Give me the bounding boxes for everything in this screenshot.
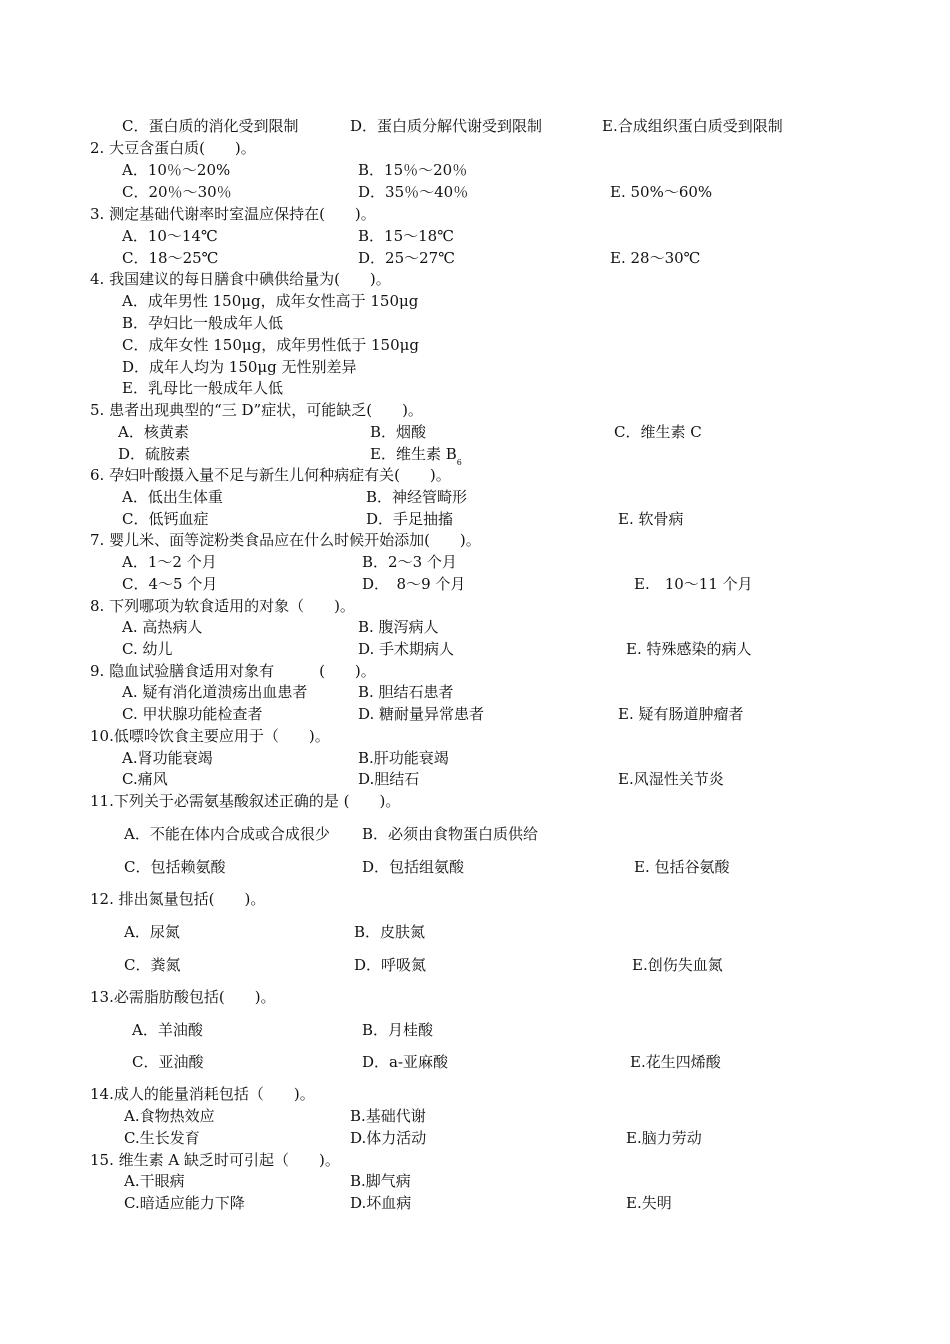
answer-option xyxy=(626,639,752,659)
answer-option-text: A.肾功能衰竭 xyxy=(122,749,213,767)
answer-option-text: D．25～27℃ xyxy=(358,249,455,267)
answer-option xyxy=(122,313,283,333)
answer-option-text: A．10％～20% xyxy=(122,161,231,179)
answer-option xyxy=(122,291,418,311)
answer-option xyxy=(122,552,217,572)
answer-option-text: A．10～14℃ xyxy=(122,227,218,245)
answer-option-text: C．包括赖氨酸 xyxy=(124,858,226,876)
answer-option-text: B．15～18℃ xyxy=(358,227,454,245)
question-stem: 15. 维生素 A 缺乏时可引起（ )。 xyxy=(90,1151,340,1169)
answer-option xyxy=(610,182,712,202)
answer-option-text: D.体力活动 xyxy=(350,1129,427,1147)
answer-option-text: E. 软骨病 xyxy=(618,510,684,528)
answer-option xyxy=(122,617,202,637)
answer-option xyxy=(124,857,225,877)
answer-option xyxy=(350,116,542,136)
answer-option xyxy=(132,1020,203,1040)
subscript: 6 xyxy=(456,458,462,467)
answer-option-text: B．必须由食物蛋白质供给 xyxy=(362,825,539,843)
answer-option-text: E．乳母比一般成年人低 xyxy=(122,379,283,397)
answer-option xyxy=(358,182,468,202)
answer-option-text: A．核黄素 xyxy=(118,423,189,441)
answer-option-text: B．15％～20％ xyxy=(358,161,468,179)
answer-option-text: B. 胆结石患者 xyxy=(358,683,454,701)
answer-option-text: A.干眼病 xyxy=(124,1172,185,1190)
answer-option xyxy=(350,1193,411,1213)
answer-option-text: B.肝功能衰竭 xyxy=(358,749,449,767)
answer-option xyxy=(122,769,168,789)
answer-option-text: C.生长发育 xyxy=(124,1129,200,1147)
answer-option xyxy=(124,1128,200,1148)
answer-option xyxy=(124,1106,215,1126)
answer-option xyxy=(118,422,189,442)
answer-option xyxy=(362,552,457,572)
answer-option xyxy=(602,116,783,136)
answer-option-text: D. 糖耐量异常患者 xyxy=(358,705,485,723)
answer-option xyxy=(632,955,723,975)
answer-option-text: D.坏血病 xyxy=(350,1194,412,1212)
answer-option xyxy=(358,160,467,180)
answer-option-text: A．羊油酸 xyxy=(132,1021,203,1039)
answer-option-text: E.花生四烯酸 xyxy=(630,1053,721,1071)
answer-option xyxy=(362,824,538,844)
question-stem: 10.低嘌呤饮食主要应用于（ )。 xyxy=(90,727,330,745)
answer-option-text: C．维生素 C xyxy=(614,423,702,441)
answer-option xyxy=(358,226,454,246)
answer-option-text: D.胆结石 xyxy=(358,770,420,788)
answer-option xyxy=(610,248,700,268)
question-stem: 7. 婴儿米、面等淀粉类食品应在什么时候开始添加( )。 xyxy=(90,531,481,549)
answer-option-text: C．蛋白质的消化受到限制 xyxy=(122,117,299,135)
answer-option xyxy=(124,1193,245,1213)
answer-option xyxy=(124,955,180,975)
answer-option xyxy=(124,922,180,942)
answer-option-text: B．月桂酸 xyxy=(362,1021,434,1039)
answer-option-text: D．呼吸氮 xyxy=(354,956,427,974)
answer-option xyxy=(122,639,172,659)
answer-option xyxy=(618,509,684,529)
answer-option-text: D. 手术期病人 xyxy=(358,640,455,658)
answer-option-text: A．尿氮 xyxy=(124,923,180,941)
answer-option xyxy=(362,1052,448,1072)
question-stem: 12. 排出氮量包括( )。 xyxy=(90,890,266,908)
answer-option-text: B.基础代谢 xyxy=(350,1107,426,1125)
question-stem: 11.下列关于必需氨基酸叙述正确的是 ( )。 xyxy=(90,792,401,810)
answer-option-text: B.脚气病 xyxy=(350,1172,411,1190)
answer-option xyxy=(122,487,223,507)
answer-option xyxy=(362,574,465,594)
answer-option-text: D．蛋白质分解代谢受到限制 xyxy=(350,117,543,135)
answer-option xyxy=(634,857,730,877)
question-stem: 14.成人的能量消耗包括（ )。 xyxy=(90,1085,315,1103)
answer-option xyxy=(630,1052,721,1072)
answer-option-text: C．20％～30％ xyxy=(122,183,232,201)
answer-option xyxy=(122,248,218,268)
answer-option-text: E.失明 xyxy=(626,1194,672,1212)
answer-option xyxy=(350,1171,411,1191)
answer-option-text: D．手足抽搐 xyxy=(366,510,454,528)
answer-option xyxy=(350,1106,426,1126)
answer-option xyxy=(370,422,426,442)
question-stem: 3. 测定基础代谢率时室温应保持在( )。 xyxy=(90,205,376,223)
answer-option-text: C．成年女性 150μg，成年男性低于 150μg xyxy=(122,336,419,354)
answer-option-text: C.痛风 xyxy=(122,770,168,788)
answer-option xyxy=(118,444,190,464)
answer-option xyxy=(362,857,464,877)
answer-option xyxy=(358,639,454,659)
answer-option-text: B．孕妇比一般成年人低 xyxy=(122,314,284,332)
answer-option xyxy=(122,509,208,529)
answer-option-text: E．维生素 B xyxy=(370,445,457,463)
question-stem: 8. 下列哪项为软食适用的对象（ )。 xyxy=(90,597,355,615)
answer-option-text: E. 28～30℃ xyxy=(610,249,701,267)
answer-option xyxy=(122,226,218,246)
answer-option-text: A. 疑有消化道溃疡出血患者 xyxy=(122,683,308,701)
answer-option-text: C. 甲状腺功能检查者 xyxy=(122,705,263,723)
answer-option xyxy=(124,1171,185,1191)
answer-option xyxy=(122,704,262,724)
answer-option xyxy=(614,422,702,442)
answer-option xyxy=(122,160,230,180)
answer-option xyxy=(366,509,453,529)
answer-option-text: D．硫胺素 xyxy=(118,445,191,463)
answer-option xyxy=(362,1020,433,1040)
answer-option xyxy=(122,116,298,136)
question-stem: 2. 大豆含蛋白质( )。 xyxy=(90,139,256,157)
question-stem: 6. 孕妇叶酸摄入量不足与新生儿何种病症有关( )。 xyxy=(90,466,451,484)
answer-option-text: B．神经管畸形 xyxy=(366,488,468,506)
answer-option xyxy=(366,487,467,507)
answer-option-text: B．皮肤氮 xyxy=(354,923,426,941)
answer-option xyxy=(122,182,232,202)
answer-option-text: D．35％～40％ xyxy=(358,183,469,201)
answer-option xyxy=(122,574,217,594)
answer-option-text: D．a-亚麻酸 xyxy=(362,1053,449,1071)
answer-option xyxy=(358,617,439,637)
answer-option xyxy=(358,682,454,702)
answer-option-text: C．低钙血症 xyxy=(122,510,209,528)
answer-option xyxy=(354,955,426,975)
answer-option-text: D．成年人均为 150μg 无性别差异 xyxy=(122,358,357,376)
answer-option-text: B．2～3 个月 xyxy=(362,553,457,571)
answer-option xyxy=(354,922,425,942)
answer-option-text: E.合成组织蛋白质受到限制 xyxy=(602,117,783,135)
answer-option-text: A．成年男性 150μg，成年女性高于 150μg xyxy=(122,292,419,310)
answer-option xyxy=(122,682,307,702)
answer-option xyxy=(350,1128,426,1148)
answer-option-text: D．包括组氨酸 xyxy=(362,858,465,876)
answer-option-text: A．不能在体内合成或合成很少 xyxy=(124,825,330,843)
answer-option-text: B. 腹泻病人 xyxy=(358,618,439,636)
answer-option xyxy=(358,704,484,724)
answer-option-text: D． 8～9 个月 xyxy=(362,575,466,593)
answer-option-text: C. 幼儿 xyxy=(122,640,173,658)
answer-option-text: C．18～25℃ xyxy=(122,249,219,267)
answer-option-text: A. 高热病人 xyxy=(122,618,203,636)
answer-option xyxy=(618,769,724,789)
answer-option-text: A．1～2 个月 xyxy=(122,553,217,571)
answer-option xyxy=(358,769,419,789)
answer-option xyxy=(122,357,357,377)
answer-option-text: C.暗适应能力下降 xyxy=(124,1194,245,1212)
answer-option xyxy=(626,1128,702,1148)
answer-option-text: C．粪氮 xyxy=(124,956,181,974)
question-stem: 9. 隐血试验膳食适用对象有 ( )。 xyxy=(90,662,376,680)
answer-option xyxy=(358,248,455,268)
answer-option xyxy=(122,335,419,355)
answer-option-text: E. 包括谷氨酸 xyxy=(634,858,730,876)
answer-option-text: E.创伤失血氮 xyxy=(632,956,723,974)
answer-option-text: C．4～5 个月 xyxy=(122,575,218,593)
answer-option xyxy=(626,1193,672,1213)
answer-option xyxy=(124,824,330,844)
answer-option-text: A.食物热效应 xyxy=(124,1107,215,1125)
answer-option xyxy=(618,704,744,724)
answer-option-text: E. 50%～60% xyxy=(610,183,713,201)
answer-option-text: E. 特殊感染的病人 xyxy=(626,640,752,658)
answer-option xyxy=(122,378,283,398)
answer-option xyxy=(122,748,213,768)
answer-option-text: E. 10～11 个月 xyxy=(634,575,753,593)
answer-option-text: C．亚油酸 xyxy=(132,1053,204,1071)
answer-option xyxy=(358,748,449,768)
answer-option xyxy=(634,574,753,594)
answer-option-text: B．烟酸 xyxy=(370,423,427,441)
question-stem: 4. 我国建议的每日膳食中碘供给量为( )。 xyxy=(90,270,391,288)
question-stem: 5. 患者出现典型的“三 D”症状，可能缺乏( )。 xyxy=(90,401,423,419)
answer-option-text: E.脑力劳动 xyxy=(626,1129,702,1147)
answer-option-text: E.风湿性关节炎 xyxy=(618,770,724,788)
answer-option-text: E. 疑有肠道肿瘤者 xyxy=(618,705,744,723)
answer-option-text: A．低出生体重 xyxy=(122,488,223,506)
question-stem: 13.必需脂肪酸包括( )。 xyxy=(90,988,276,1006)
answer-option xyxy=(132,1052,203,1072)
